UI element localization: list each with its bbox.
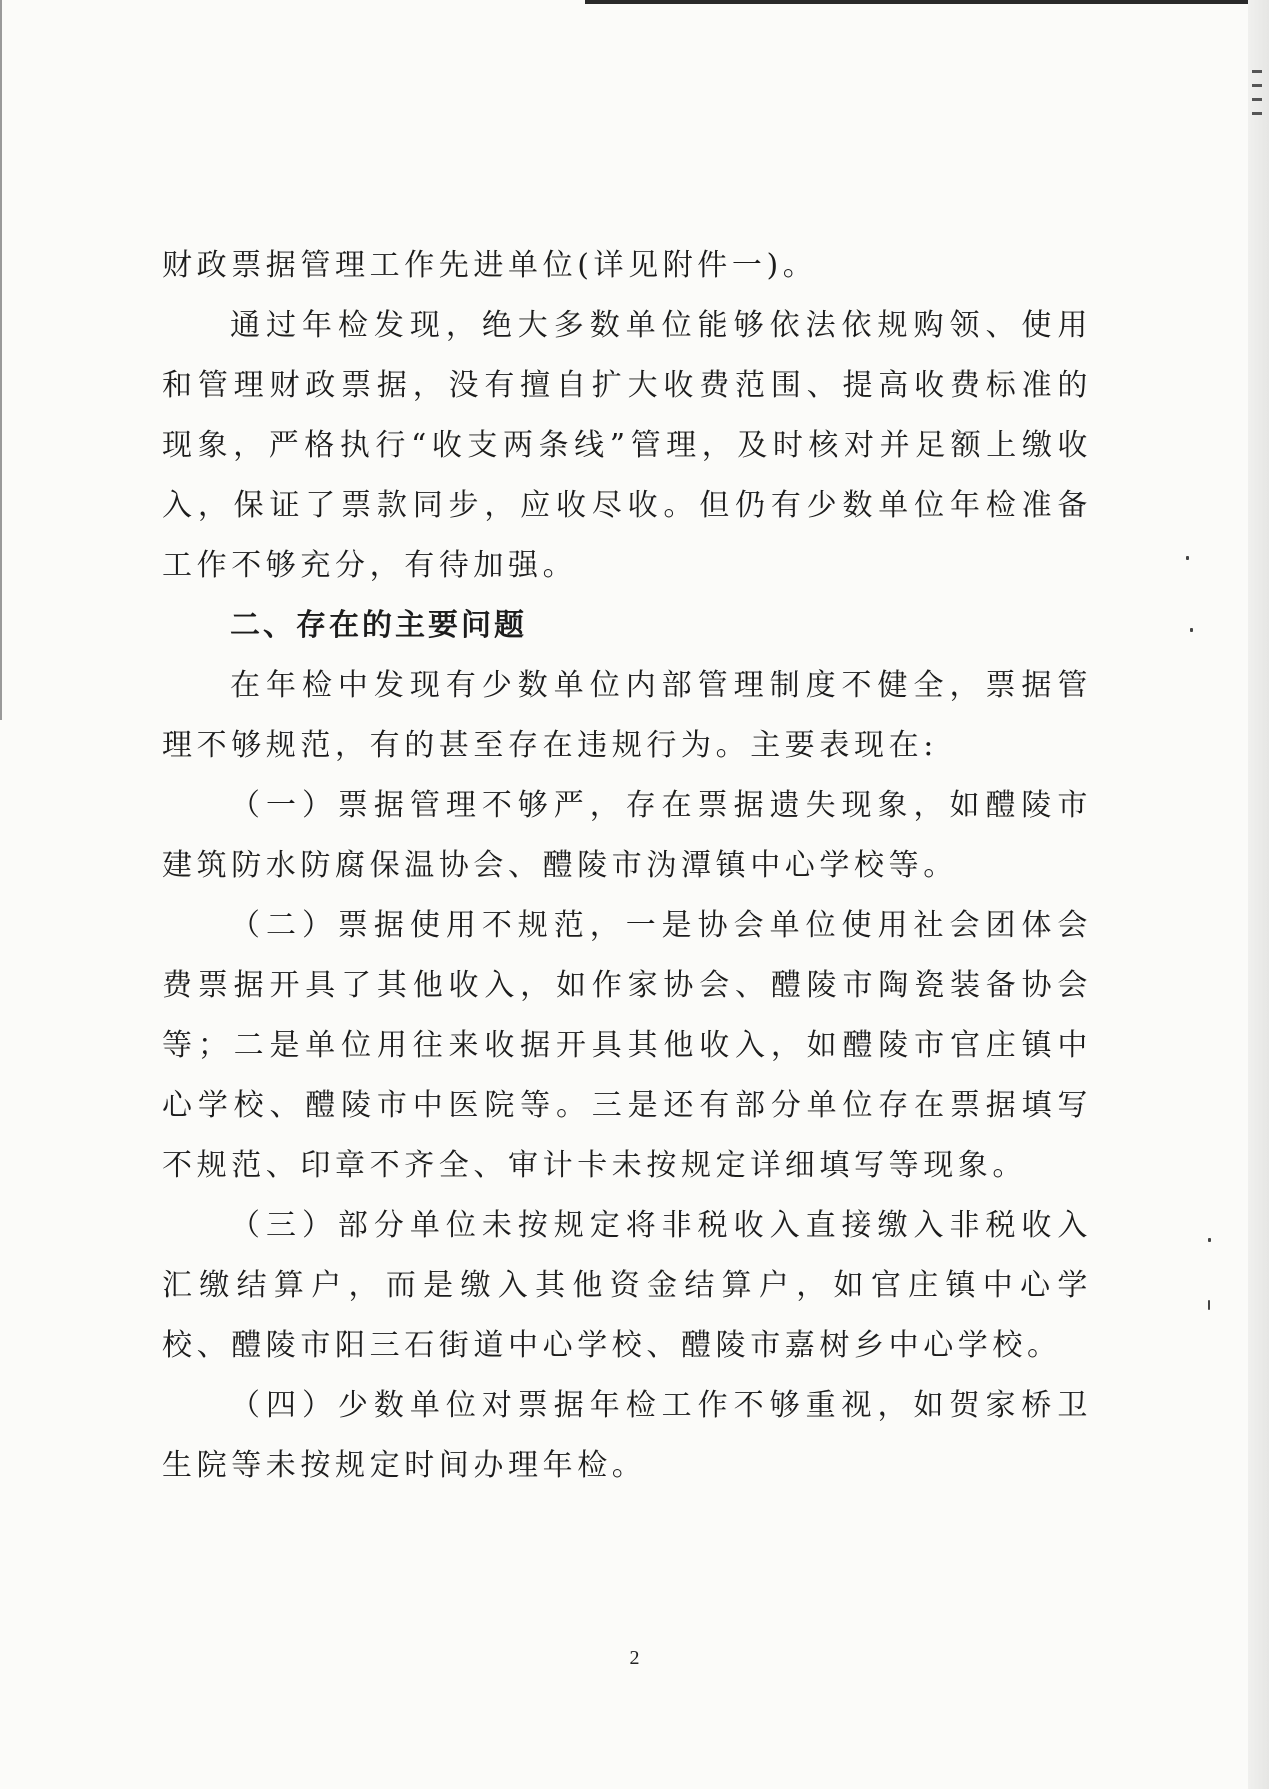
document-body	[162, 236, 1092, 1496]
scan-tick	[1252, 70, 1262, 73]
page-number: 2	[629, 1647, 640, 1669]
scan-speck	[1208, 1300, 1210, 1310]
paragraph: 财政票据管理工作先进单位(详见附件一)。	[162, 248, 818, 283]
scan-edge-left	[0, 0, 2, 720]
scan-speck	[1186, 556, 1189, 560]
scan-speck	[1190, 628, 1193, 632]
scan-speck	[1208, 1238, 1211, 1242]
scan-edge-top	[585, 0, 1269, 4]
paragraph: （四）少数单位对票据年检工作不够重视，如贺家桥卫生院等未按规定时间办理年检。	[162, 1388, 1092, 1483]
paragraph: （一）票据管理不够严，存在票据遗失现象，如醴陵市建筑防水防腐保温协会、醴陵市沩潭镇中心学校等。	[162, 788, 1092, 883]
paragraph: 在年检中发现有少数单位内部管理制度不健全，票据管理不够规范，有的甚至存在违规行为。主要表现在:	[162, 668, 1092, 763]
paragraph: 通过年检发现，绝大多数单位能够依法依规购领、使用和管理财政票据，没有擅自扩大收费范围、提高收费标准的现象，严格执行“收支两条线”管理，及时核对并足额上缴收入，保证了票款同步，应收尽收。但仍有少数单位年检准备工作不够充分，有待加强。	[162, 308, 1092, 583]
scan-tick	[1252, 84, 1262, 87]
paragraph: （二）票据使用不规范，一是协会单位使用社会团体会费票据开具了其他收入，如作家协会、醴陵市陶瓷装备协会等；二是单位用往来收据开具其他收入，如醴陵市官庄镇中心学校、醴陵市中医院等。三是还有部分单位存在票据填写不规范、印章不齐全、审计卡未按规定详细填写等现象。	[162, 908, 1092, 1183]
scan-tick	[1252, 98, 1262, 101]
scan-tick	[1252, 112, 1262, 115]
scan-edge-right	[1248, 0, 1269, 1789]
section-heading: 二、存在的主要问题	[230, 608, 527, 643]
paragraph: （三）部分单位未按规定将非税收入直接缴入非税收入汇缴结算户，而是缴入其他资金结算户，如官庄镇中心学校、醴陵市阳三石街道中心学校、醴陵市嘉树乡中心学校。	[162, 1208, 1092, 1363]
